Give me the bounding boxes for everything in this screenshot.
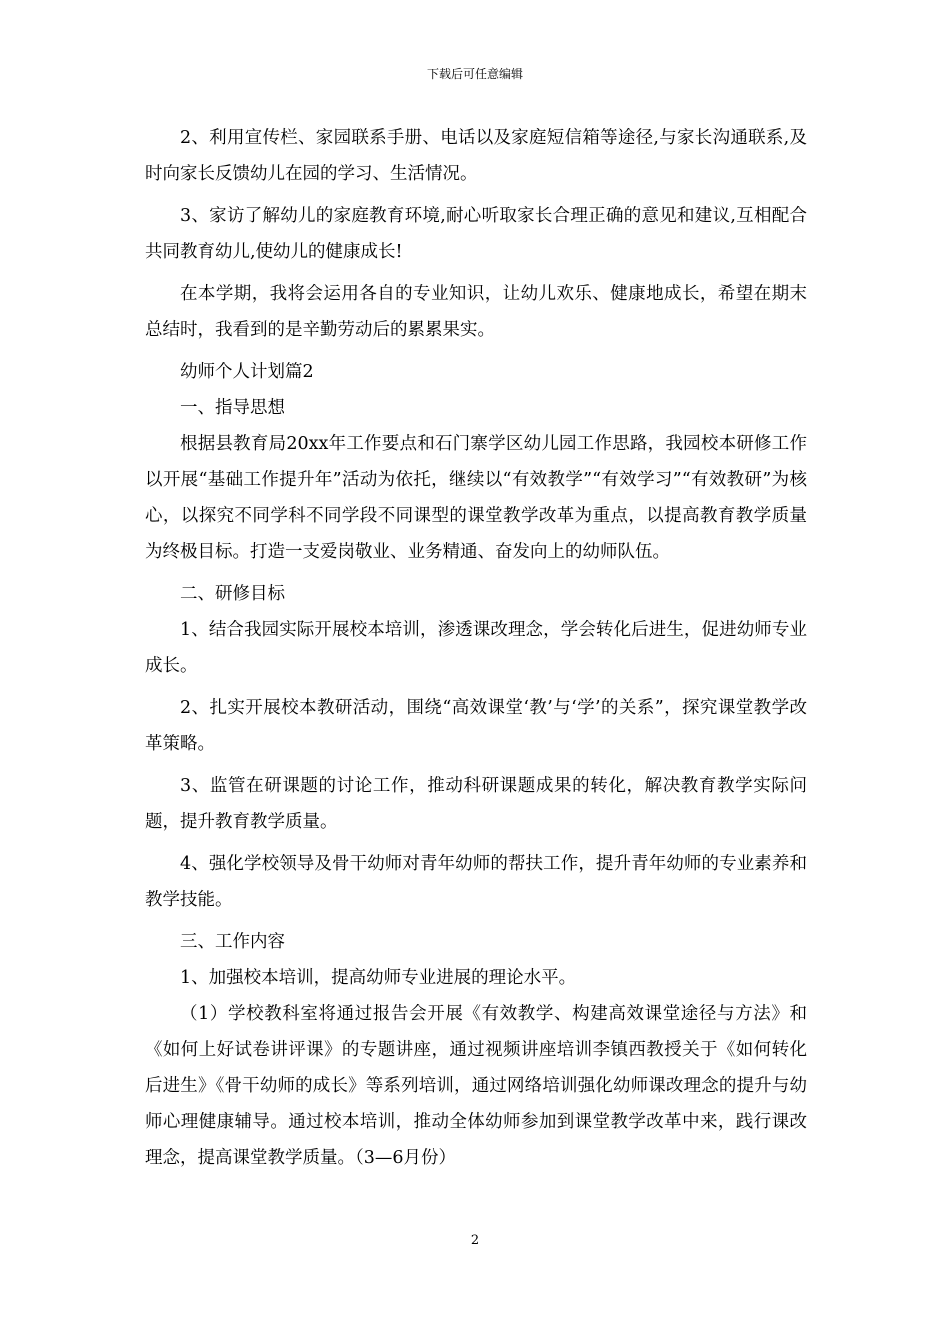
paragraph-goal-4: 4、强化学校领导及骨干幼师对青年幼师的帮扶工作，提升青年幼师的专业素养和教学技能。 [145,854,807,910]
paragraph-guiding-thought: 根据县教育局20xx年工作要点和石门寨学区幼儿园工作思路，我园校本研修工作以开展“基础工作提升年”活动为依托，继续以“有效教学”“有效学习”“有效教研”为核心，以探究不同学科不同学段不同课型的课堂教学改革为重点，以提高教育教学质量为终极目标。打造一支爱岗敬业、业务精通、奋发向上的幼师队伍。 [145,434,807,562]
paragraph-semester-summary: 在本学期，我将会运用各自的专业知识，让幼儿欢乐、健康地成长，希望在期末总结时，我看到的是辛勤劳动后的累累果实。 [145,284,807,340]
paragraph-home-contact: 2、利用宣传栏、家园联系手册、电话以及家庭短信箱等途径,与家长沟通联系,及时向家长反馈幼儿在园的学习、生活情况。 [145,128,807,184]
heading-training-goals: 二、研修目标 [180,584,285,604]
heading-work-content: 三、工作内容 [180,932,285,952]
paragraph-goal-1: 1、结合我园实际开展校本培训，渗透课改理念，学会转化后进生，促进幼师专业成长。 [145,620,807,676]
paragraph-home-visit: 3、家访了解幼儿的家庭教育环境,耐心听取家长合理正确的意见和建议,互相配合共同教育幼儿,使幼儿的健康成长! [145,206,807,262]
page-number: 2 [470,1233,480,1248]
document-body [145,120,807,1182]
section-title-plan-2: 幼师个人计划篇2 [180,362,314,382]
heading-guiding-thought: 一、指导思想 [180,398,285,418]
paragraph-goal-2: 2、扎实开展校本教研活动，围绕“高效课堂‘教’与‘学’的关系”，探究课堂教学改革策略。 [145,698,807,754]
paragraph-work-1: 1、加强校本培训，提高幼师专业进展的理论水平。 [180,968,577,988]
header-note: 下载后可任意编辑 [426,67,523,81]
paragraph-goal-3: 3、监管在研课题的讨论工作，推动科研课题成果的转化，解决教育教学实际问题，提升教育教学质量。 [145,776,807,832]
paragraph-work-1-detail: （1）学校教科室将通过报告会开展《有效教学、构建高效课堂途径与方法》和《如何上好试卷讲评课》的专题讲座，通过视频讲座培训李镇西教授关于《如何转化后进生》《骨干幼师的成长》等系列培训，通过网络培训强化幼师课改理念的提升与幼师心理健康辅导。通过校本培训，推动全体幼师参加到课堂教学改革中来，践行课改理念，提高课堂教学质量。（3—6月份） [145,1004,807,1168]
